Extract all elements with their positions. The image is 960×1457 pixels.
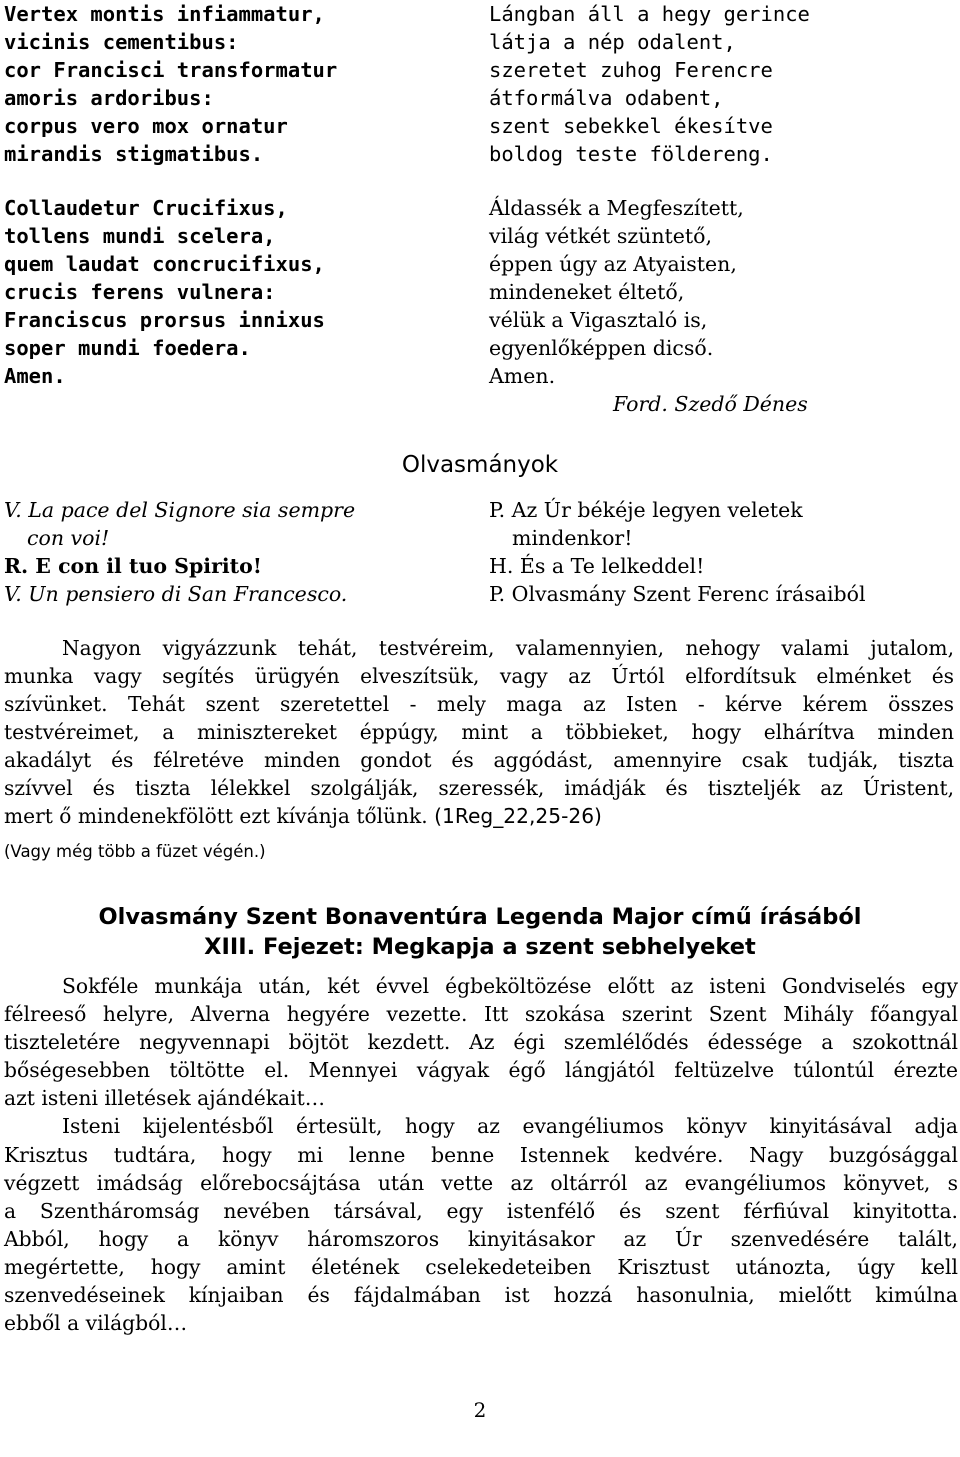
versicle-line: V. La pace del Signore sia sempre bbox=[4, 498, 356, 522]
hymn-line: soper mundi foedera. bbox=[4, 336, 251, 360]
paragraph-line: végzett imádság előrebocsájtása után vette az oltárról az evangéliumos könyvet, s bbox=[4, 1170, 958, 1195]
page-number: 2 bbox=[473, 1398, 487, 1422]
paragraph-line: félreeső helyre, Alverna hegyére vezette. Itt szokása szerint Szent Mihály főangyal bbox=[4, 1002, 958, 1027]
versicle-line: V. Un pensiero di San Francesco. bbox=[4, 582, 348, 606]
paragraph-line: szívvel és tiszta lélekkel szolgálják, szeressék, imádják és tiszteljék az Úristent, bbox=[4, 776, 954, 800]
hymn-line: Áldassék a Megfeszített, bbox=[489, 196, 744, 220]
hymn-line: Vertex montis infiammatur, bbox=[4, 2, 325, 26]
hymn-line: mirandis stigmatibus. bbox=[4, 142, 264, 166]
hymn-line: éppen úgy az Atyaisten, bbox=[489, 252, 737, 276]
paragraph-line: megértette, hogy amint életének cselekedeteiben Krisztust utánozta, úgy kell bbox=[4, 1254, 958, 1279]
paragraph-line: azt isteni illetések ajándékait… bbox=[4, 1086, 325, 1111]
hymn-line: egyenlőképpen dicső. bbox=[489, 336, 714, 360]
hymn-line: világ vétkét szüntető, bbox=[489, 224, 713, 248]
hymn-line: vélük a Vigasztaló is, bbox=[489, 308, 708, 332]
stanza-gap bbox=[489, 168, 949, 194]
versicle-line: P. Olvasmány Szent Ferenc írásaiból bbox=[489, 582, 866, 606]
paragraph-line: bőségesebben töltötte el. Mennyei vágyak égő lángjától feltüzelve túlontúl érezte bbox=[4, 1058, 958, 1083]
paragraph-line: tiszteletére negyvennapi böjtöt kezdett. Az égi szemlélődés édessége a szokottnál bbox=[4, 1030, 958, 1055]
paragraph-line: Isteni kijelentésből értesült, hogy az evangéliumos könyv kinyitásával adja bbox=[62, 1114, 958, 1139]
hymn-line: mindeneket éltető, bbox=[489, 280, 685, 304]
paragraph-line: munka vagy segítés ürügyén elveszítsük, vagy az Úrtól elfordítsuk elménket és bbox=[4, 664, 954, 688]
hungarian-hymn bbox=[489, 0, 949, 418]
bonaventure-reading bbox=[4, 972, 958, 1337]
response-line: R. E con il tuo Spirito! bbox=[4, 554, 262, 578]
hymn-line: corpus vero mox ornatur bbox=[4, 114, 288, 138]
hymn-line: Amen. bbox=[489, 364, 556, 388]
hymn-line: Franciscus prorsus innixus bbox=[4, 308, 325, 332]
hymn-line: crucis ferens vulnera: bbox=[4, 280, 276, 304]
scripture-reference: (1Reg_22,25-26) bbox=[427, 804, 602, 828]
latin-hymn bbox=[4, 0, 444, 390]
hymn-line: Lángban áll a hegy gerince bbox=[489, 2, 810, 26]
legenda-title-line: Olvasmány Szent Bonaventúra Legenda Major című írásából bbox=[98, 904, 862, 930]
hymn-line: vicinis cementibus: bbox=[4, 30, 239, 54]
hymn-line: amoris ardoribus: bbox=[4, 86, 214, 110]
paragraph-line: akadályt és félretéve minden gondot és aggódást, amennyire csak tudják, tiszta bbox=[4, 748, 954, 772]
hymn-line: átformálva odabent, bbox=[489, 86, 724, 110]
more-note: (Vagy még több a füzet végén.) bbox=[4, 842, 266, 861]
response-line: H. És a Te lelkeddel! bbox=[489, 554, 705, 578]
paragraph-line: a Szentháromság nevében társával, egy istenfélő és szent férfiúval kinyitotta. bbox=[4, 1198, 958, 1223]
hymn-line: Collaudetur Crucifixus, bbox=[4, 196, 288, 220]
readings-heading: Olvasmányok bbox=[401, 452, 559, 478]
paragraph-line: Nagyon vigyázzunk tehát, testvéreim, valamennyien, nehogy valami jutalom, bbox=[62, 636, 954, 660]
versicle-line: P. Az Úr békéje legyen veletek bbox=[489, 498, 803, 522]
paragraph-line: Abból, hogy a könyv háromszoros kinyitásakor az Úr szenvedésére talált, bbox=[4, 1226, 958, 1251]
hymn-line: látja a nép odalent, bbox=[489, 30, 736, 54]
paragraph-line: szívünket. Tehát szent szeretettel - mely maga az Isten - kérve kérem összes bbox=[4, 692, 954, 716]
hymn-line: tollens mundi scelera, bbox=[4, 224, 276, 248]
hymn-line: cor Francisci transformatur bbox=[4, 58, 338, 82]
dialogue-hungarian bbox=[489, 496, 949, 608]
versicle-line: con voi! bbox=[27, 526, 110, 550]
paragraph-line bbox=[4, 802, 954, 830]
hymn-line: szeretet zuhog Ferencre bbox=[489, 58, 773, 82]
hymn-line: boldog teste földereng. bbox=[489, 142, 773, 166]
legenda-chapter-line: XIII. Fejezet: Megkapja a szent sebhelyeket bbox=[204, 934, 756, 960]
hymn-translator: Ford. Szedő Dénes bbox=[613, 392, 808, 416]
paragraph-line: Krisztus tudtára, hogy mi lenne benne Istennek kedvére. Nagy buzgósággal bbox=[4, 1142, 958, 1167]
legenda-title bbox=[0, 902, 960, 962]
paragraph-line: testvéreimet, a minisztereket éppúgy, mint a többieket, hogy elhárítva minden bbox=[4, 720, 954, 744]
paragraph-line: Sokféle munkája után, két évvel égbeköltözése előtt az isteni Gondviselés egy bbox=[62, 974, 958, 998]
stanza-gap bbox=[4, 168, 444, 194]
hymn-line: quem laudat concrucifixus, bbox=[4, 252, 325, 276]
hymn-line: szent sebekkel ékesítve bbox=[489, 114, 773, 138]
paragraph-line: ebből a világból… bbox=[4, 1311, 188, 1336]
hymn-line: Amen. bbox=[4, 364, 66, 388]
paragraph-line: szenvedéseinek kínjaiban és fájdalmában ist hozzá hasonulnia, mielőtt kimúlna bbox=[4, 1283, 958, 1308]
francis-reading bbox=[4, 634, 954, 830]
dialogue-italian bbox=[4, 496, 444, 608]
paragraph-text: mert ő mindenekfölött ezt kívánja tőlünk. bbox=[4, 804, 428, 828]
versicle-line: mindenkor! bbox=[512, 526, 633, 550]
